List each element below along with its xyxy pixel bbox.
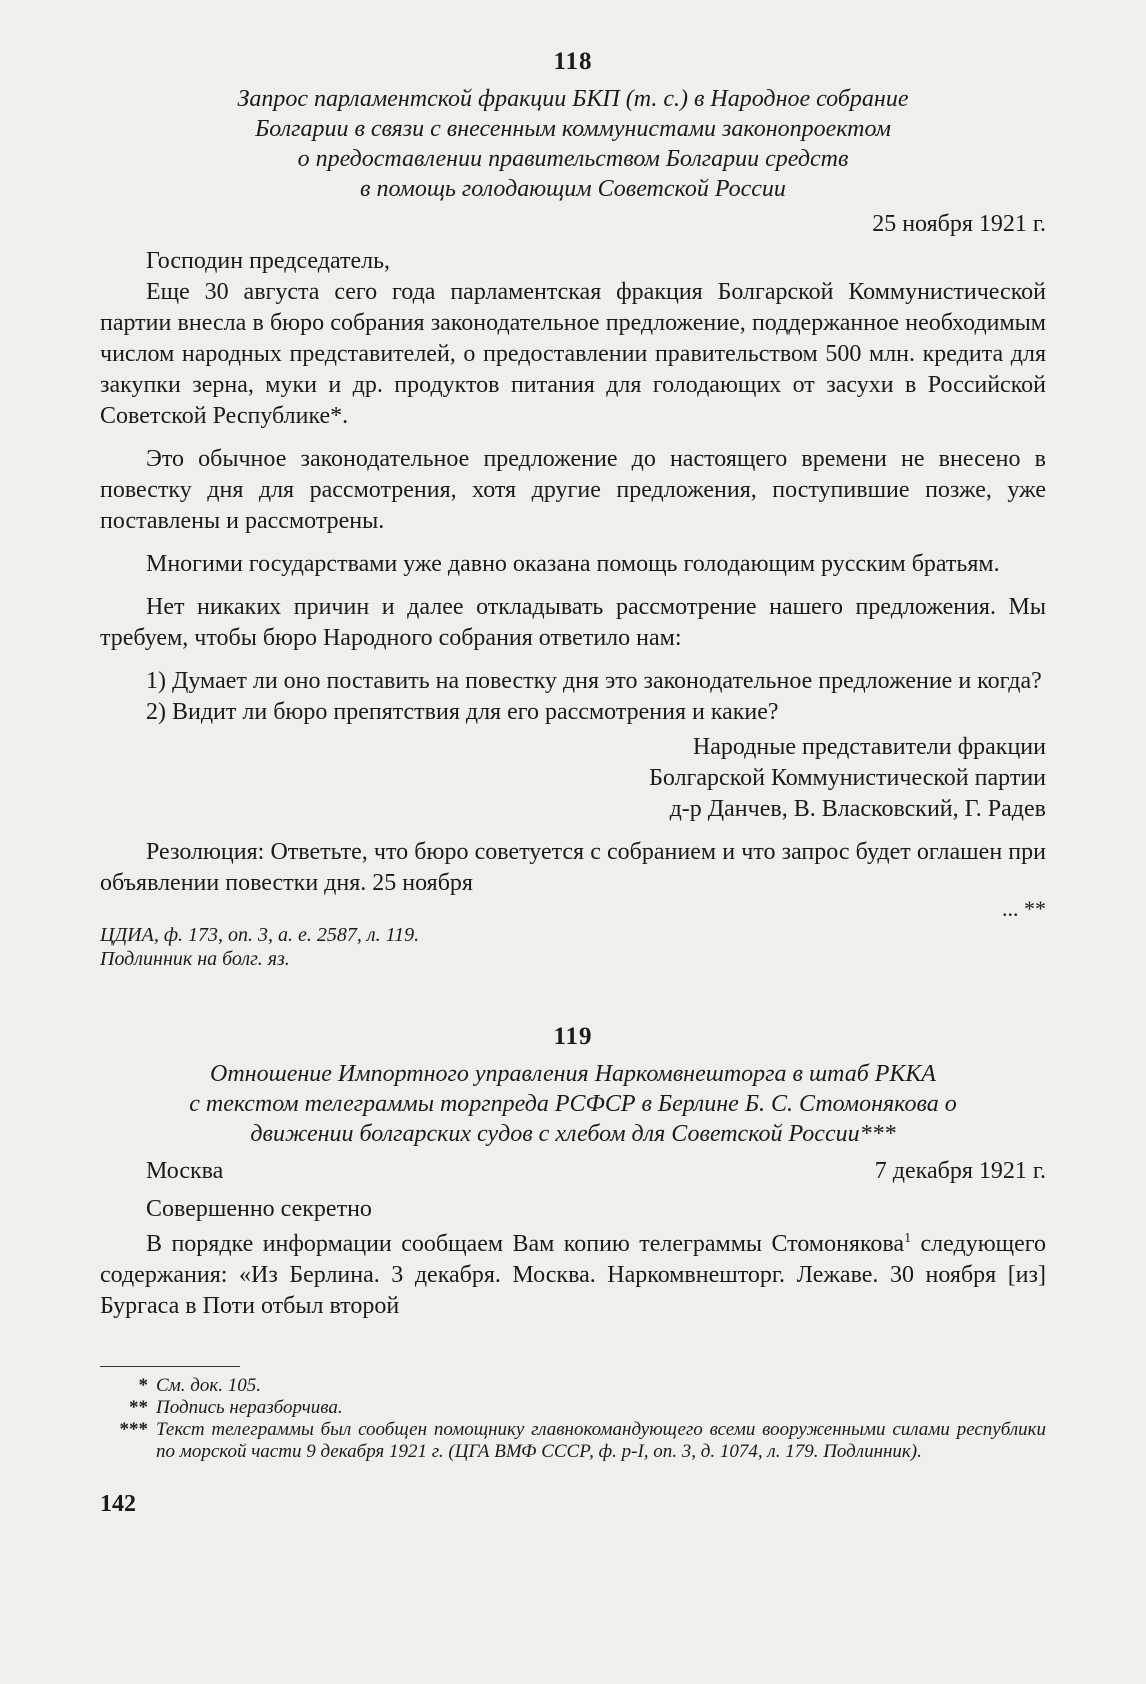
paragraph: Это обычное законодательное предложение до настоящего времени не внесено в повестку дня для рассмотрения, хотя другие предложения, поступившие позже, уже поставлены и рассмотрены.: [100, 446, 1046, 534]
document-119-date: 7 декабря 1921 г.: [874, 1158, 1046, 1184]
document-119-title: [100, 1059, 1046, 1149]
question-2: 2) Видит ли бюро препятствия для его рассмотрения и какие?: [146, 699, 779, 725]
signature-line: Народные представители фракции: [692, 734, 1046, 760]
document-number-119: 119: [553, 1023, 593, 1050]
footnote-mark: ***: [119, 1419, 148, 1440]
document-number-118: 118: [553, 48, 593, 75]
place: Москва: [146, 1158, 224, 1184]
title-line: с текстом телеграммы торгпреда РСФСР в Берлине Б. С. Стомонякова о: [189, 1091, 957, 1117]
signature-line: Болгарской Коммунистической партии: [649, 765, 1046, 791]
document-119-body: [100, 1229, 1046, 1322]
source-line: Подлинник на болг. яз.: [100, 948, 290, 970]
paragraph: Еще 30 августа сего года парламентская фракция Болгарской Коммунистической партии внесла в бюро собрания законодательное предложение, поддержанное необходимым числом народных представителей, о предоставлении правительством 500 млн. кредита для закупки зерна, муки и др. продуктов питания для голодающих от засухи в Российской Советской Республике*.: [100, 279, 1046, 429]
salutation: Господин председатель,: [146, 248, 391, 274]
paragraph: Многими государствами уже давно оказана помощь голодающим русским братьям.: [146, 551, 1000, 577]
paragraph: Нет никаких причин и далее откладывать рассмотрение нашего предложения. Мы требуем, чтобы бюро Народного собрания ответило нам:: [100, 594, 1046, 651]
footnote-text: См. док. 105.: [156, 1375, 262, 1396]
footnote-text: Подпись неразборчива.: [156, 1397, 343, 1418]
footnote: [100, 1419, 1046, 1463]
footnote: [100, 1397, 1046, 1419]
place-date-row: [100, 1153, 1046, 1189]
title-line: Болгарии в связи с внесенным коммунистами законопроектом: [255, 116, 891, 142]
body-text: В порядке информации сообщаем Вам копию телеграммы Стомонякова: [146, 1231, 905, 1257]
footnote-ref: 1: [904, 1231, 912, 1246]
body-text: следующего содержания: «Из Берлина. 3 декабря. Москва. Наркомвнешторг. Лежаве. 30 ноября [из] Бургаса в Поти отбыл второй: [100, 1231, 1047, 1319]
resolution: Резолюция: Ответьте, что бюро советуется с собранием и что запрос будет оглашен при объявлении повестки дня. 25 ноября: [100, 839, 1046, 896]
footnote-divider: [100, 1366, 240, 1367]
signature-line: д-р Данчев, В. Власковский, Г. Радев: [669, 796, 1046, 822]
title-line: Запрос парламентской фракции БКП (т. с.) в Народное собрание: [237, 86, 909, 112]
classification: Совершенно секретно: [146, 1196, 372, 1222]
page-number: 142: [100, 1491, 136, 1517]
footnote-mark: *: [138, 1375, 148, 1396]
document-118-date: 25 ноября 1921 г.: [872, 211, 1046, 237]
footnote-mark: **: [129, 1397, 148, 1418]
footnote-text: Текст телеграммы был сообщен помощнику главнокомандующего всеми вооруженными силами республики по морской части 9 декабря 1921 г. (ЦГА ВМФ СССР, ф. р-I, оп. 3, д. 1074, л. 179. Подлинник).: [156, 1419, 1046, 1462]
document-118-title: [100, 84, 1046, 204]
source-line: ЦДИА, ф. 173, оп. 3, а. е. 2587, л. 119.: [100, 924, 420, 946]
resolution-signature-mark: ... **: [1002, 896, 1046, 921]
archive-source: [100, 923, 1046, 971]
title-line: Отношение Импортного управления Наркомвнешторга в штаб РККА: [210, 1061, 936, 1087]
title-line: в помощь голодающим Советской России: [360, 176, 786, 202]
title-line: движении болгарских судов с хлебом для Советской России***: [250, 1121, 896, 1147]
signature-block: [100, 732, 1046, 825]
footnote: [100, 1375, 1046, 1397]
title-line: о предоставлении правительством Болгарии средств: [297, 146, 849, 172]
question-1: 1) Думает ли оно поставить на повестку дня это законодательное предложение и когда?: [146, 668, 1042, 694]
